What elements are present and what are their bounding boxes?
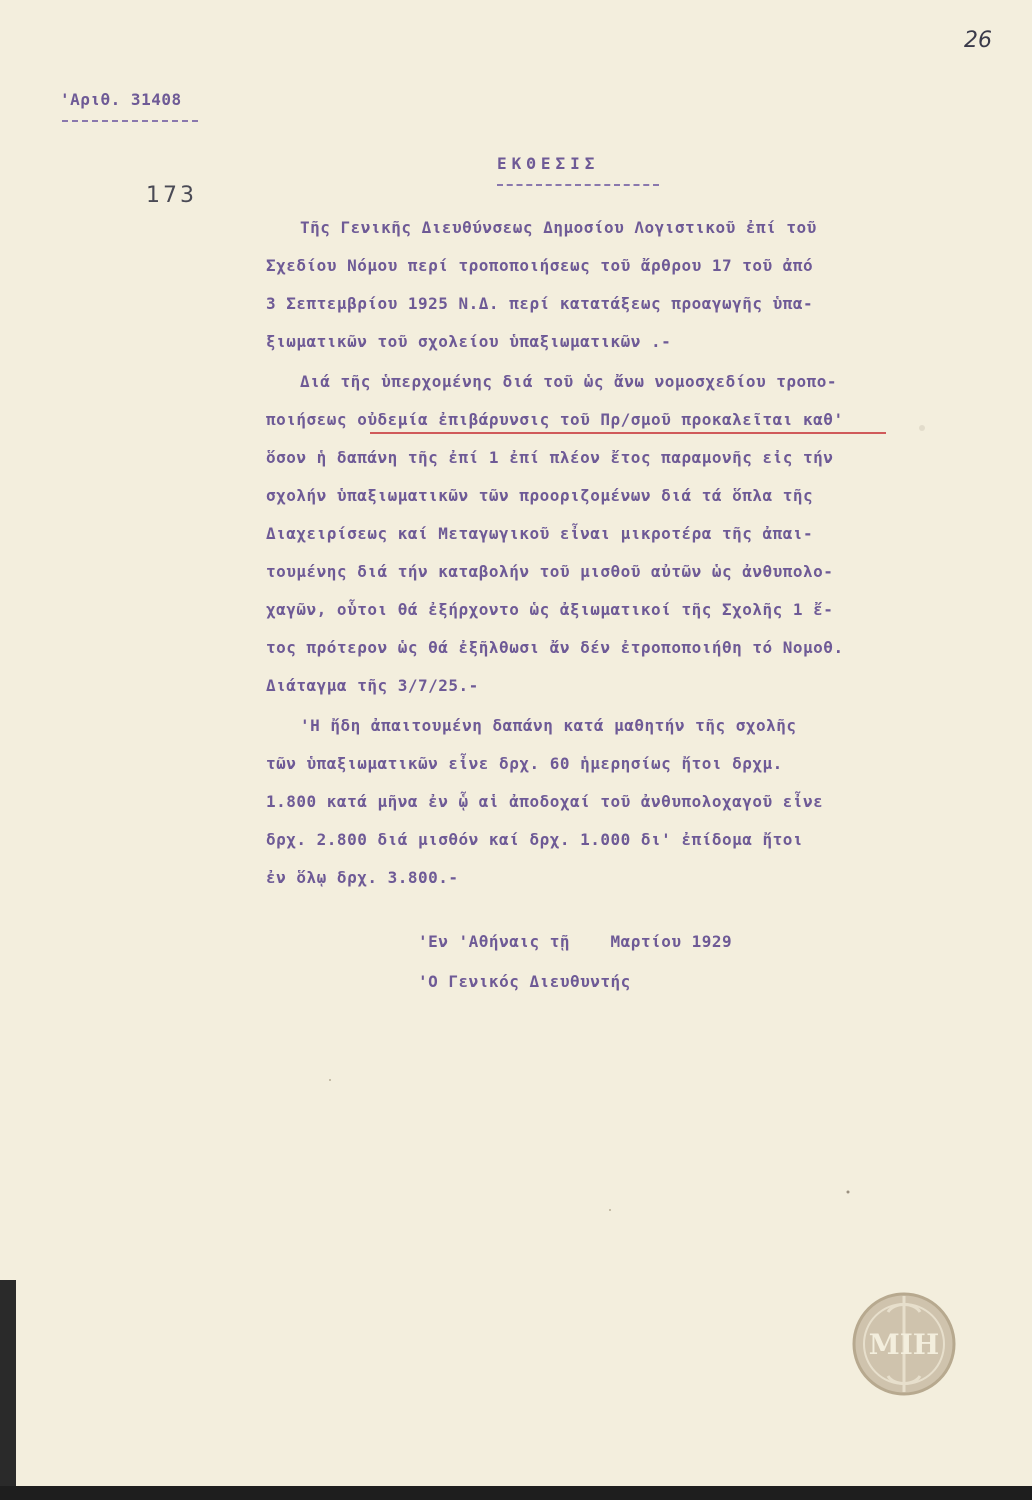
page-number: 26 xyxy=(964,28,992,53)
stamp-text: ΜΙΗ xyxy=(868,1328,940,1361)
signatory-title: 'Ο Γενικός Διευθυντής xyxy=(418,972,631,991)
text-line: ποιήσεως οὐδεμία ἐπιβάρυνσις τοῦ Πρ/σμοῦ προκαλεῖται καθ' xyxy=(266,410,844,429)
text-line: ὅσον ἡ δαπάνη τῆς ἐπί 1 ἐπί πλέον ἔτος παραμονῆς εἰς τήν xyxy=(266,448,834,467)
text-line: τουμένης διά τήν καταβολήν τοῦ μισθοῦ αὐτῶν ὡς ἀνθυπολο- xyxy=(266,562,834,581)
text-line: 3 Σεπτεμβρίου 1925 Ν.Δ. περί κατατάξεως προαγωγῆς ὑπα- xyxy=(266,294,814,313)
document-title: ΕΚΘΕΣΙΣ xyxy=(497,154,600,173)
torn-edge xyxy=(0,1280,16,1486)
text-line: 'Η ἤδη ἀπαιτουμένη δαπάνη κατά μαθητήν τῆς σχολῆς xyxy=(300,716,797,735)
text-line: Σχεδίου Νόμου περί τροποποιήσεως τοῦ ἄρθρου 17 τοῦ ἀπό xyxy=(266,256,814,275)
text-line: Τῆς Γενικῆς Διευθύνσεως Δημοσίου Λογιστικοῦ ἐπί τοῦ xyxy=(300,218,817,237)
red-pencil-underline xyxy=(370,432,886,434)
text-line: ἐν ὅλῳ δρχ. 3.800.- xyxy=(266,868,459,887)
text-line: τῶν ὑπαξιωματικῶν εἶνε δρχ. 60 ἡμερησίως ἤτοι δρχμ. xyxy=(266,754,783,773)
text-line: 1.800 κατά μῆνα ἐν ᾧ αἱ ἀποδοχαί τοῦ ἀνθυπολοχαγοῦ εἶνε xyxy=(266,792,824,811)
text-line: τος πρότερον ὡς θά ἐξῆλθωσι ἄν δέν ἐτροποποιήθη τό Νομοθ. xyxy=(266,638,844,657)
text-line: Διαχειρίσεως καί Μεταγωγικοῦ εἶναι μικροτέρα τῆς ἀπαι- xyxy=(266,524,814,543)
archive-stamp-icon xyxy=(850,1290,958,1398)
text-line: σχολήν ὑπαξιωματικῶν τῶν προοριζομένων διά τά ὅπλα τῆς xyxy=(266,486,814,505)
margin-number: 173 xyxy=(146,183,197,208)
reference-underline xyxy=(62,120,198,122)
text-line: χαγῶν, οὗτοι θά ἐξήρχοντο ὡς ἀξιωματικοί τῆς Σχολῆς 1 ἔ- xyxy=(266,600,834,619)
scan-border xyxy=(0,1486,1032,1500)
reference-number: 'Αριθ. 31408 xyxy=(60,90,182,109)
title-underline xyxy=(497,184,659,186)
text-line: Διάταγμα τῆς 3/7/25.- xyxy=(266,676,479,695)
text-line: δρχ. 2.800 διά μισθόν καί δρχ. 1.000 δι' ἐπίδομα ἤτοι xyxy=(266,830,804,849)
place-and-date: 'Εν 'Αθήναις τῇ Μαρτίου 1929 xyxy=(418,932,733,951)
text-line: ξιωματικῶν τοῦ σχολείου ὑπαξιωματικῶν .- xyxy=(266,332,672,351)
text-line: Διά τῆς ὑπερχομένης διά τοῦ ὡς ἄνω νομοσχεδίου τροπο- xyxy=(300,372,838,391)
